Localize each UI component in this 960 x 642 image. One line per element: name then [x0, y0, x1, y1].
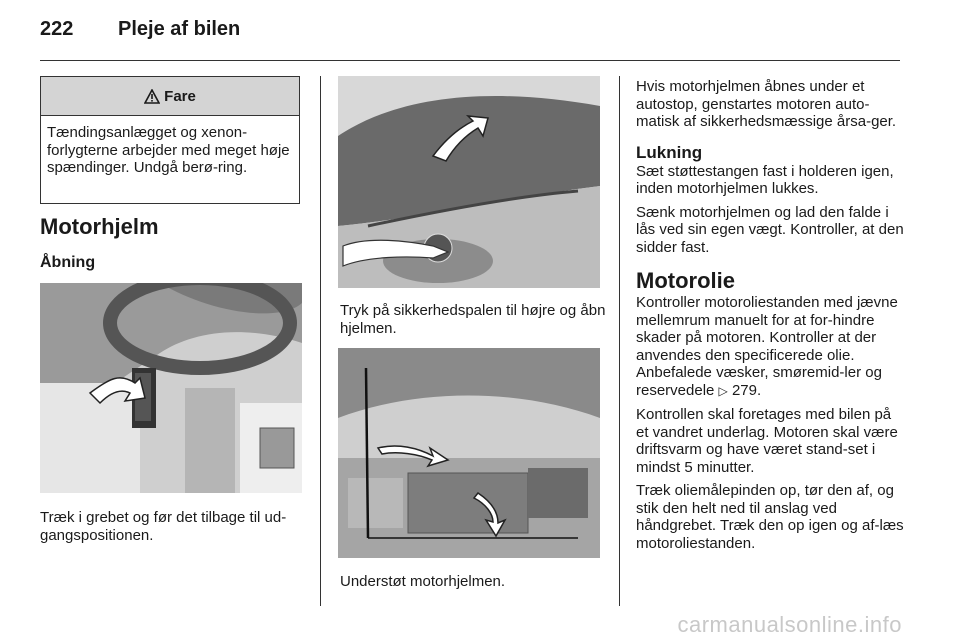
subsection-title-lukning: Lukning	[636, 142, 703, 162]
column-divider-1	[320, 76, 321, 606]
caption-safety-catch: Tryk på sikkerhedspalen til højre og åbn hjelmen.	[340, 302, 606, 337]
column-divider-2	[619, 76, 620, 606]
lukning-paragraph-2: Sænk motorhjelmen og lad den falde i lås ved sin egen vægt. Kontroller, at den sidder fast.	[636, 203, 904, 256]
warning-header	[41, 77, 299, 116]
figure-safety-catch	[338, 76, 600, 288]
page-title: Pleje af bilen	[118, 18, 241, 40]
warning-heading: Fare	[164, 87, 196, 105]
page-reference-icon: ▷	[718, 383, 728, 398]
motorolie-paragraph-2: Kontrollen skal foretages med bilen på et vandret underlag. Motoren skal være driftsvarm og have været stand-set i mindst 5 minutter.	[636, 406, 898, 476]
lukning-paragraph-1: Sæt støttestangen fast i holderen igen, inden motorhjelmen lukkes.	[636, 162, 894, 197]
section-title-motorhjelm: Motorhjelm	[40, 214, 159, 239]
figure-release-lever	[40, 283, 302, 493]
page-number: 222	[40, 18, 74, 40]
header-divider	[40, 60, 900, 61]
subsection-title-aabning: Åbning	[40, 254, 96, 271]
warning-box	[40, 76, 300, 204]
figure-support-rod	[338, 348, 600, 558]
section-title-motorolie: Motorolie	[636, 268, 735, 293]
caption-support-rod: Understøt motorhjelmen.	[340, 573, 506, 590]
warning-triangle-icon	[144, 89, 160, 104]
motorolie-paragraph-3: Træk oliemålepinden op, tør den af, og stik den helt ned til anslag ved håndgrebet. Træk den op igen og af-læs motoroliestanden.	[636, 482, 904, 552]
caption-release-lever: Træk i grebet og før det tilbage til ud-gangspositionen.	[40, 509, 287, 544]
motorolie-paragraph-1	[636, 294, 904, 400]
autostop-paragraph: Hvis motorhjelmen åbnes under et autostop, genstartes motoren auto-matisk af sikkerhedsmæssige årsa-ger.	[636, 78, 897, 130]
column-3-content	[636, 78, 904, 552]
warning-text: Tændingsanlægget og xenon-forlygterne arbejder med meget høje spændinger. Undgå berø-ring.	[47, 124, 290, 176]
motorolie-paragraph-1-text: Kontroller motoroliestanden med jævne mellemrum manuelt for at for-hindre skader på motoren. Kontroller at der anvendes den specificerede olie. Anbefalede væsker, smøremid-ler og reservedele	[636, 294, 898, 399]
page-reference-link[interactable]: 279.	[731, 381, 762, 399]
watermark: carmanualsonline.info	[677, 612, 902, 637]
